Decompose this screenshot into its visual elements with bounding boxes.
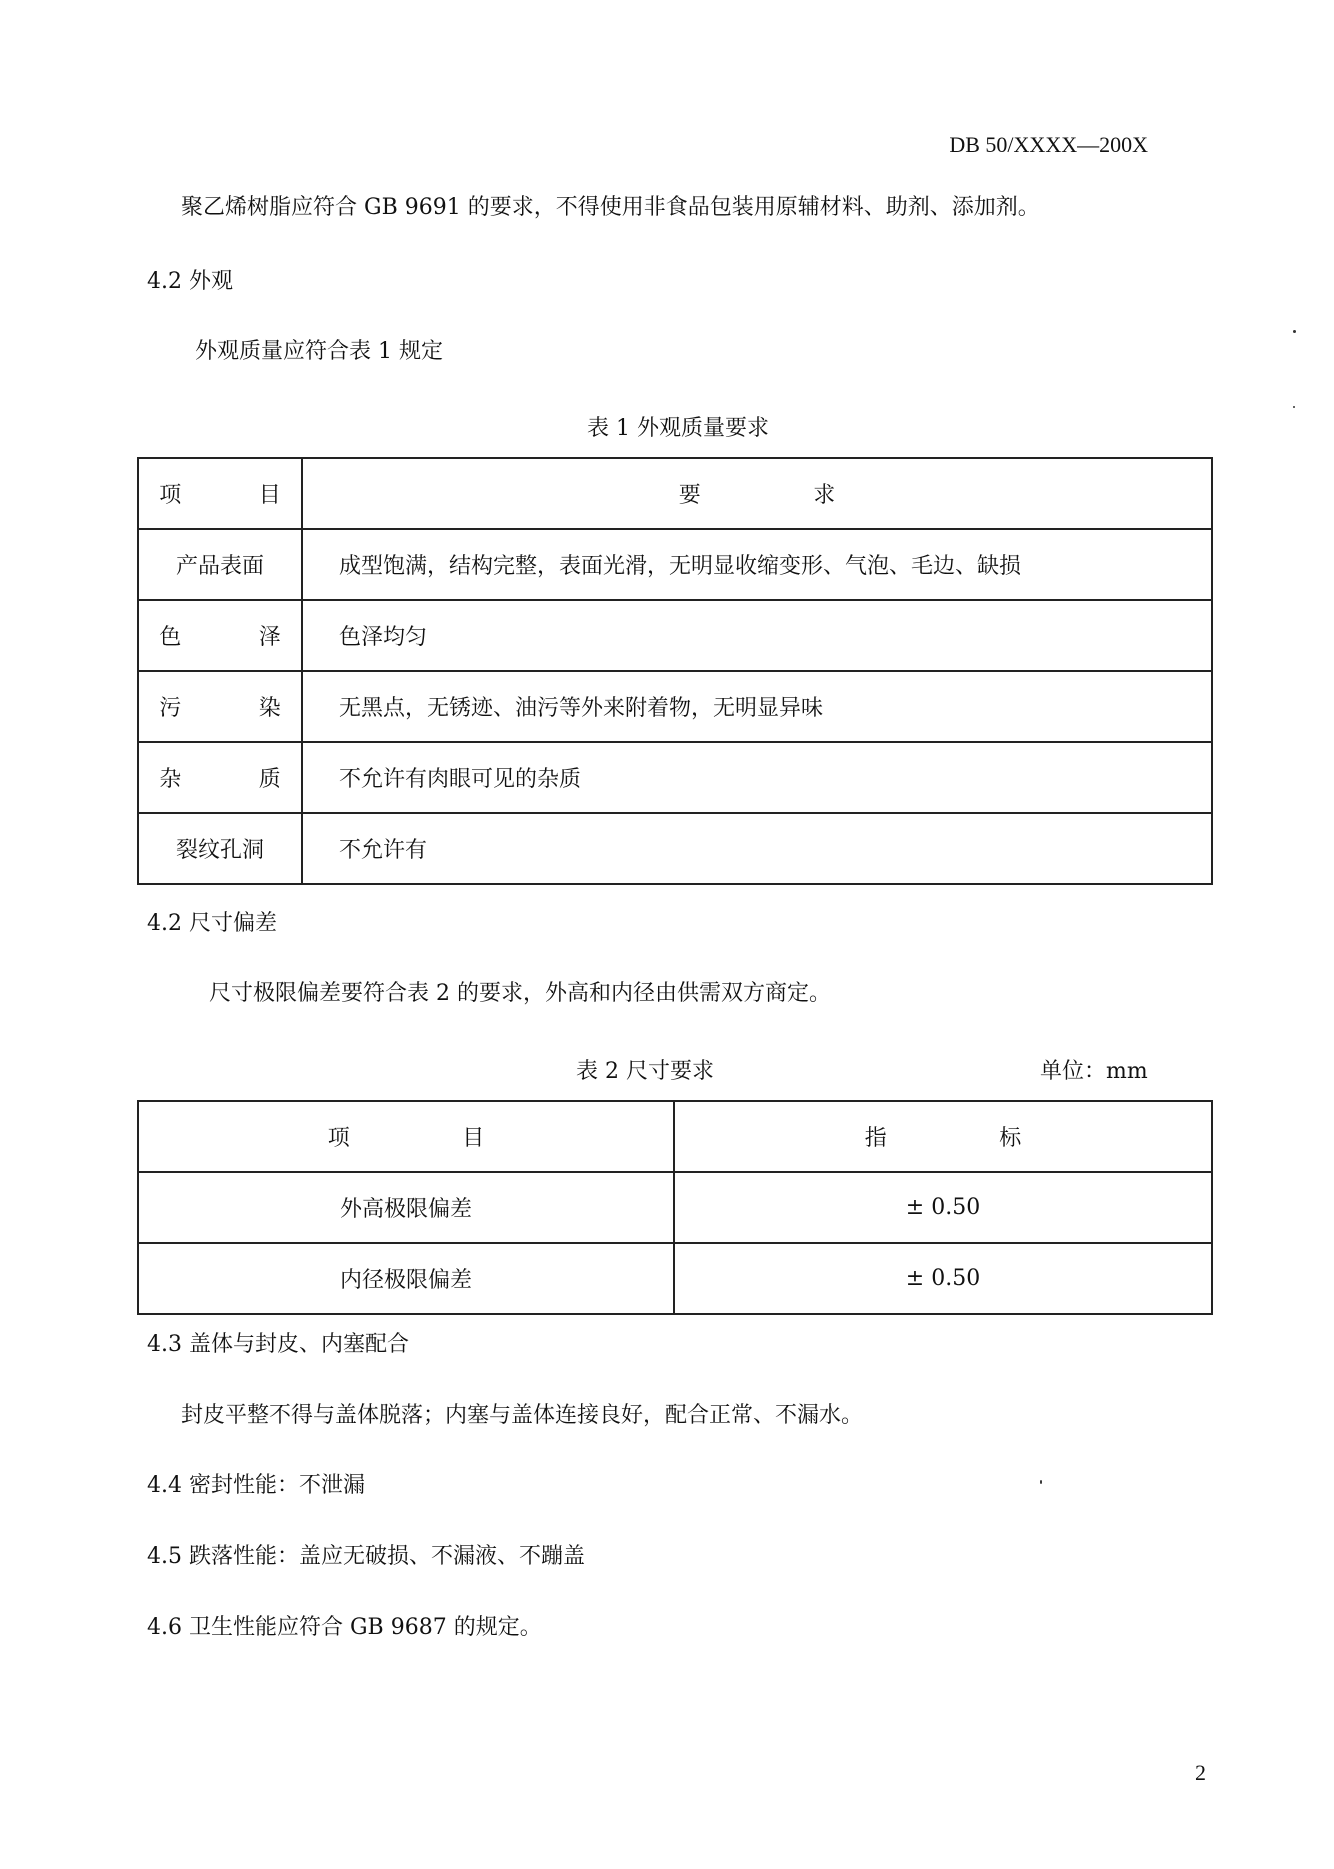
table1-item-cell: 污 染 (138, 671, 302, 742)
table1-item-cell: 色 泽 (138, 600, 302, 671)
table-row (138, 600, 1212, 671)
appearance-quality-table (137, 457, 1213, 885)
standard-code: DB 50/XXXX—200X (949, 132, 1148, 157)
table1-requirement-cell: 不允许有肉眼可见的杂质 (302, 742, 1212, 813)
section-4-4-heading: 4.4 密封性能：不泄漏 (147, 1473, 365, 1498)
section-4-2-appearance-text: 外观质量应符合表 1 规定 (195, 339, 443, 364)
section-4-2-dimension-heading: 4.2 尺寸偏差 (147, 911, 277, 936)
section-4-6-heading: 4.6 卫生性能应符合 GB 9687 的规定。 (147, 1615, 542, 1640)
table2-header-item: 项 目 (138, 1101, 674, 1172)
page-number: 2 (1195, 1760, 1206, 1785)
table-row (138, 742, 1212, 813)
table2-value-cell: ± 0.50 (674, 1172, 1212, 1243)
table1-requirement-cell: 无黑点，无锈迹、油污等外来附着物，无明显异味 (302, 671, 1212, 742)
section-4-2-appearance-heading: 4.2 外观 (147, 269, 233, 294)
table1-item-cell: 裂纹孔洞 (138, 813, 302, 884)
table1-item-cell: 杂 质 (138, 742, 302, 813)
table2-header-value: 指 标 (674, 1101, 1212, 1172)
table2-item-cell: 外高极限偏差 (138, 1172, 674, 1243)
table1-header-requirement: 要 求 (302, 458, 1212, 529)
dimension-requirement-table (137, 1100, 1213, 1315)
table1-requirement-cell: 色泽均匀 (302, 600, 1212, 671)
table-row (138, 1243, 1212, 1314)
table-row (138, 671, 1212, 742)
table1-item-cell: 产品表面 (138, 529, 302, 600)
table2-header-row (138, 1101, 1212, 1172)
table2-value-cell: ± 0.50 (674, 1243, 1212, 1314)
section-4-3-text: 封皮平整不得与盖体脱落；内塞与盖体连接良好，配合正常、不漏水。 (181, 1403, 864, 1428)
scan-speck (1293, 330, 1296, 333)
table-row (138, 1172, 1212, 1243)
scan-speck (1040, 1480, 1042, 1484)
table1-caption: 表 1 外观质量要求 (587, 416, 769, 441)
section-4-5-heading: 4.5 跌落性能：盖应无破损、不漏液、不蹦盖 (147, 1544, 585, 1569)
section-4-2-dimension-text: 尺寸极限偏差要符合表 2 的要求，外高和内径由供需双方商定。 (209, 981, 831, 1006)
table1-header-item: 项 目 (138, 458, 302, 529)
table1-requirement-cell: 成型饱满，结构完整，表面光滑，无明显收缩变形、气泡、毛边、缺损 (302, 529, 1212, 600)
intro-paragraph: 聚乙烯树脂应符合 GB 9691 的要求，不得使用非食品包装用原辅材料、助剂、添加剂。 (181, 195, 1040, 220)
section-4-3-heading: 4.3 盖体与封皮、内塞配合 (147, 1332, 409, 1357)
table1-header-row (138, 458, 1212, 529)
table-row (138, 813, 1212, 884)
scan-speck (1293, 406, 1295, 408)
table2-unit: 单位：mm (1040, 1059, 1148, 1084)
table-row (138, 529, 1212, 600)
table2-item-cell: 内径极限偏差 (138, 1243, 674, 1314)
table1-requirement-cell: 不允许有 (302, 813, 1212, 884)
table2-caption: 表 2 尺寸要求 (576, 1059, 714, 1084)
